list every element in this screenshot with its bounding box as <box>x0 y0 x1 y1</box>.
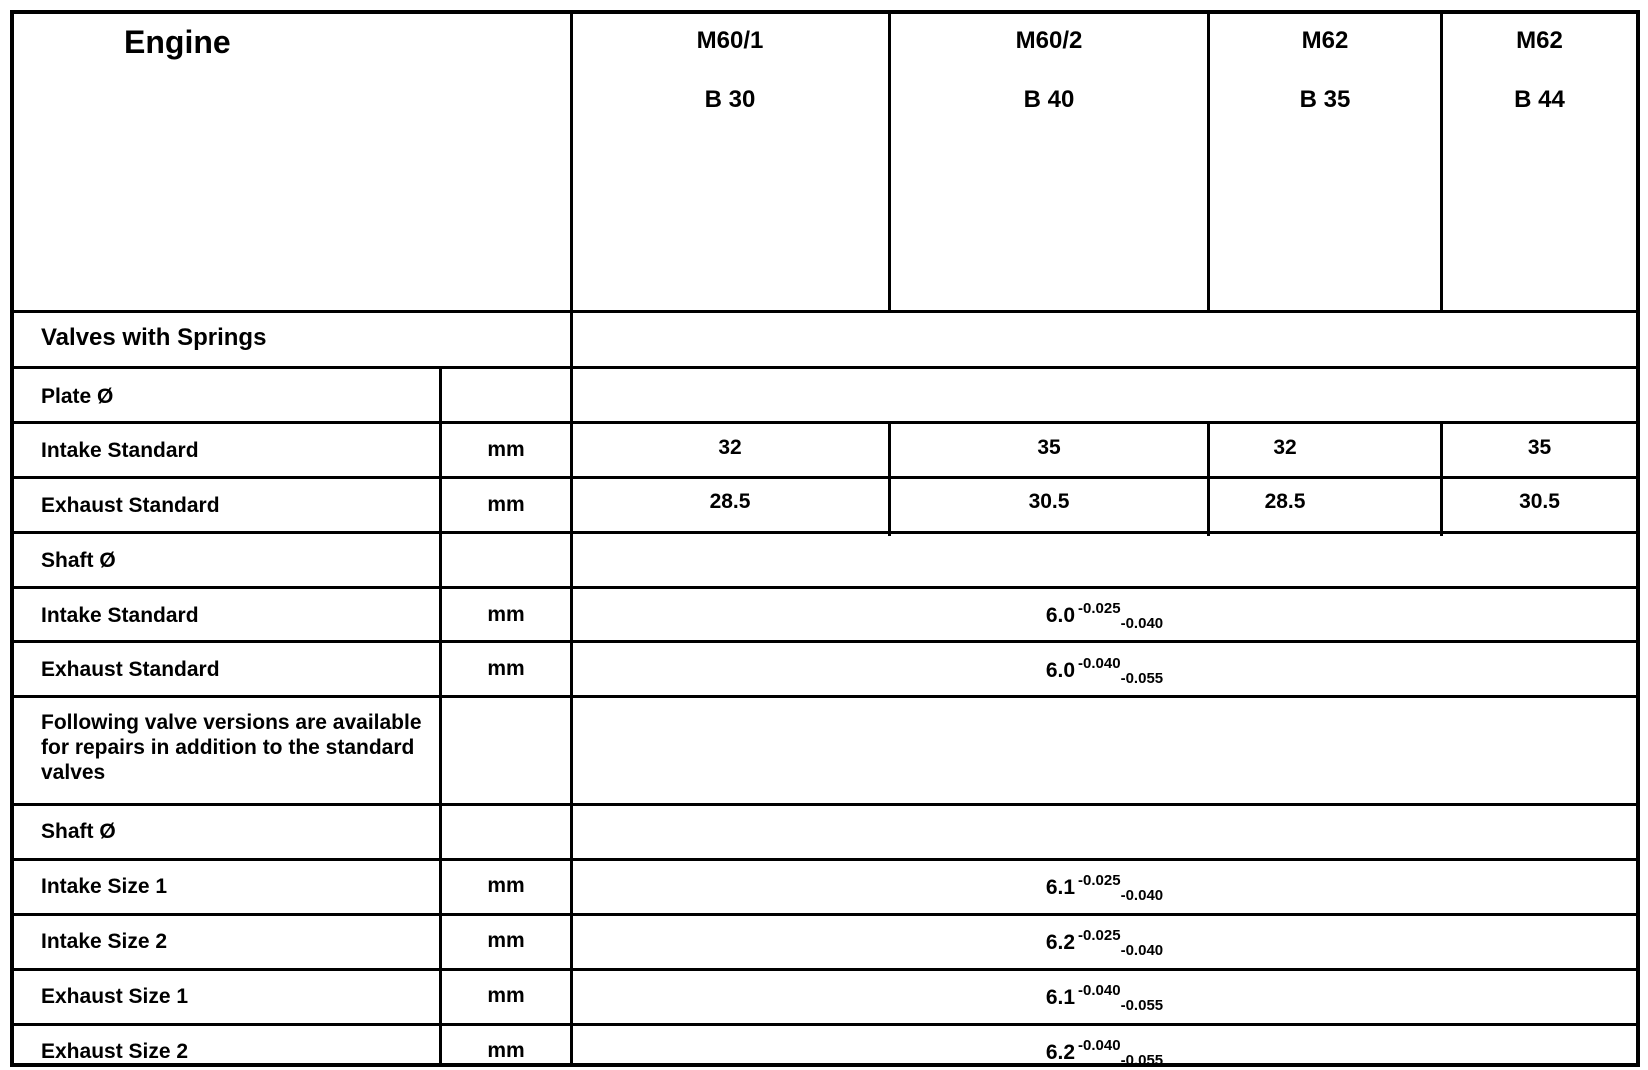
row-label: Exhaust Size 2 <box>41 1040 189 1063</box>
rule-row <box>10 968 1640 971</box>
row-label: Shaft Ø <box>41 549 116 572</box>
column-variant: B 35 <box>1299 86 1351 113</box>
tolerance-value: 6.0 $^{-0.025}_{-0.040}$ <box>1045 600 1164 632</box>
rule-row <box>10 586 1640 589</box>
row-unit: mm <box>487 657 525 680</box>
rule-row <box>10 913 1640 916</box>
tolerance-value: 6.2 $^{-0.040}_{-0.055}$ <box>1045 1037 1164 1069</box>
row-label: Plate Ø <box>41 385 114 408</box>
rule-row <box>10 476 1640 479</box>
value-cell: 30.5 <box>1519 490 1560 513</box>
rule-header <box>10 310 1640 313</box>
divider-col-2 <box>888 10 891 312</box>
row-unit: mm <box>487 984 525 1007</box>
value-cell: 30.5 <box>1028 490 1070 513</box>
value-cell: 32 <box>1273 436 1297 459</box>
value-cell: 32 <box>718 436 742 459</box>
row-unit: mm <box>487 603 525 626</box>
tolerance-value: 6.0 $^{-0.040}_{-0.055}$ <box>1045 655 1164 687</box>
rule-section <box>10 366 1640 369</box>
tolerance-value: 6.1 $^{-0.025}_{-0.040}$ <box>1045 872 1164 904</box>
column-model: M62 <box>1301 27 1349 54</box>
table-border-top <box>10 10 1640 14</box>
column-variant: B 40 <box>1023 86 1075 113</box>
section-title: Valves with Springs <box>41 324 267 351</box>
row-label: Exhaust Standard <box>41 658 220 681</box>
column-model: M62 <box>1516 27 1563 54</box>
row-label: Shaft Ø <box>41 820 116 843</box>
column-variant: B 44 <box>1514 86 1565 113</box>
divider-col-3 <box>1207 10 1210 312</box>
engine-title: Engine <box>124 24 231 60</box>
tolerance-value: 6.2 $^{-0.025}_{-0.040}$ <box>1045 927 1164 959</box>
row-unit: mm <box>487 1039 525 1062</box>
row-label: Intake Size 1 <box>41 875 168 898</box>
divider-values <box>570 10 573 1067</box>
row-unit: mm <box>487 929 525 952</box>
column-variant: B 30 <box>704 86 756 113</box>
row-label: Intake Standard <box>41 604 199 627</box>
rule-row <box>10 803 1640 806</box>
row-label: Exhaust Standard <box>41 494 220 517</box>
column-model: M60/2 <box>1015 27 1083 54</box>
rule-row <box>10 1023 1640 1026</box>
row-unit: mm <box>487 493 525 516</box>
rule-row <box>10 421 1640 424</box>
rule-row <box>10 858 1640 861</box>
rule-row <box>10 695 1640 698</box>
rule-row <box>10 531 1640 534</box>
divider-units <box>439 367 442 1067</box>
table-border-right <box>1636 10 1640 1067</box>
tolerance-value: 6.1 $^{-0.040}_{-0.055}$ <box>1045 982 1164 1014</box>
row-label: Intake Standard <box>41 439 199 462</box>
divider-col-4 <box>1440 10 1443 312</box>
row-label: Intake Size 2 <box>41 930 168 953</box>
row-unit: mm <box>487 874 525 897</box>
value-cell: 28.5 <box>709 490 751 513</box>
rule-row <box>10 640 1640 643</box>
row-label: Exhaust Size 1 <box>41 985 189 1008</box>
table-border-left <box>10 10 14 1067</box>
value-cell: 35 <box>1527 436 1552 459</box>
repair-note: Following valve versions are available for repairs in addition to the standard valves <box>41 711 422 784</box>
value-cell: 28.5 <box>1264 490 1306 513</box>
row-unit: mm <box>487 438 525 461</box>
value-cell: 35 <box>1037 436 1061 459</box>
column-model: M60/1 <box>696 27 764 54</box>
